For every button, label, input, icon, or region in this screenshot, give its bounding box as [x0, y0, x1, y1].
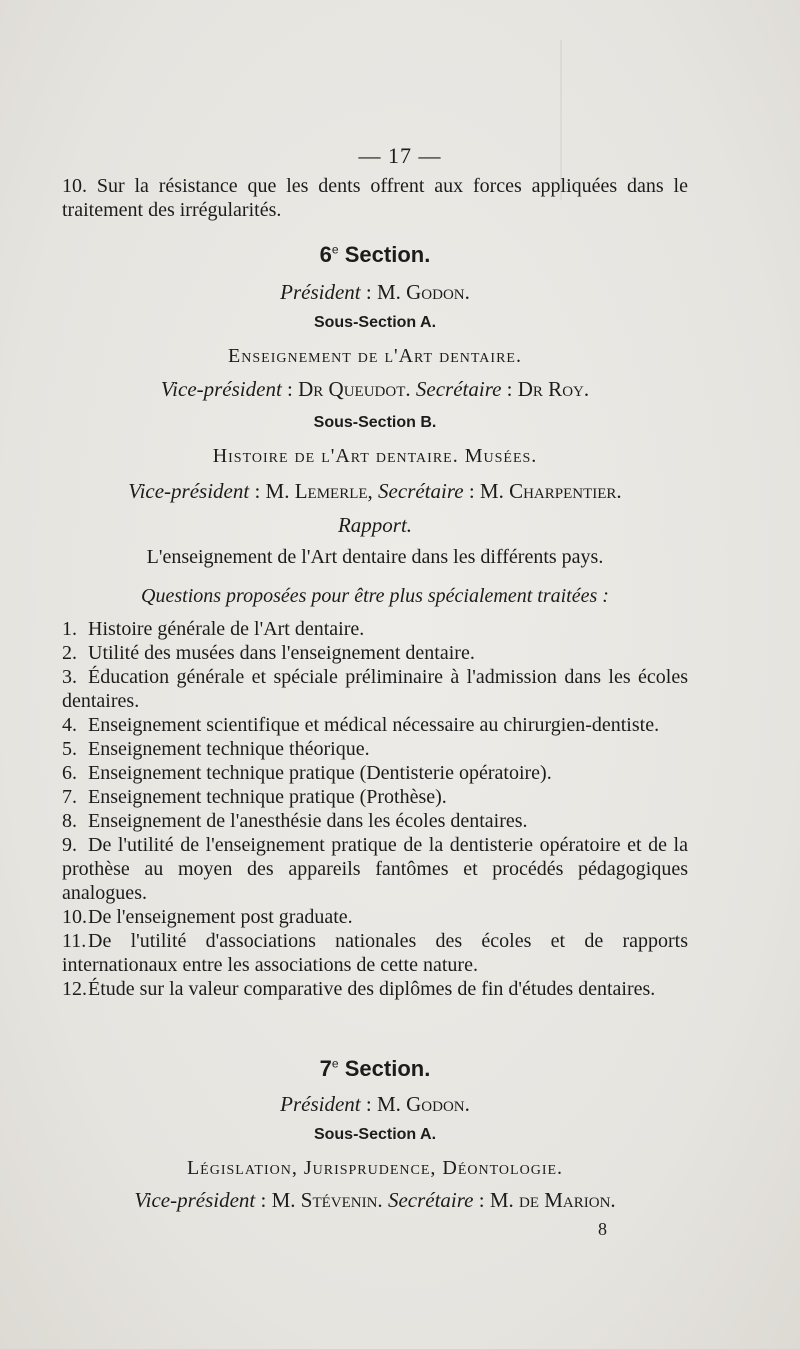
item-number: 10. [62, 906, 87, 928]
section-7-president [62, 1092, 688, 1117]
section-7-title: Section. [344, 1056, 431, 1081]
section-6-sup: e [331, 242, 339, 257]
list-item [62, 617, 688, 641]
vice-president-label: Vice-président [134, 1188, 256, 1212]
section-7-heading [62, 1056, 688, 1082]
item-text: Enseignement de l'anesthésie dans les écoles dentaires. [88, 810, 528, 832]
section-7-subsection-a-topic: Législation, Jurisprudence, Déontologie. [186, 1157, 564, 1179]
section-7-sup: e [331, 1056, 339, 1071]
rapport-text: L'enseignement de l'Art dentaire dans les différents pays. [146, 546, 604, 568]
rapport-label: Rapport. [337, 513, 413, 537]
secretary-name: Dr Roy. [517, 377, 590, 401]
list-item [62, 641, 688, 665]
list-item [62, 977, 688, 1001]
section-7-number: 7 [319, 1056, 332, 1081]
item-number: 8. [62, 810, 77, 832]
section-6-subsection-a-topic: Enseignement de l'Art dentaire. [228, 345, 522, 367]
item-number: 2. [62, 642, 77, 664]
questions-list [62, 617, 688, 1001]
list-item [62, 737, 688, 761]
item-number: 5. [62, 738, 77, 760]
president-separator: : [360, 1092, 377, 1116]
list-item [62, 905, 688, 929]
item-number: 11. [62, 930, 87, 952]
item-text: Étude sur la valeur comparative des diplômes de fin d'études dentaires. [88, 978, 656, 1000]
intro-item-10 [62, 174, 688, 222]
item-number: 9. [62, 834, 77, 856]
section-6-subsection-b-title: Sous-Section B. [313, 414, 437, 431]
secretary-label: Secrétaire [378, 479, 464, 503]
item-text: De l'enseignement post graduate. [88, 906, 353, 928]
list-item [62, 761, 688, 785]
questions-heading: Questions proposées pour être plus spécialement traitées : [141, 585, 609, 607]
item-number: 7. [62, 786, 77, 808]
vice-president-name: M. Stévenin. [271, 1188, 383, 1212]
vice-president-name: Dr Queudot. [298, 377, 411, 401]
vice-president-label: Vice-président [128, 479, 250, 503]
item-text: Enseignement technique pratique (Prothèse). [88, 786, 447, 808]
list-item [62, 785, 688, 809]
item-number: 3. [62, 666, 77, 688]
item-number: 1. [62, 618, 77, 640]
intro-item-text: 10. Sur la résistance que les dents offrent aux forces appliquées dans le traitement des irrégularités. [62, 175, 688, 221]
vice-president-label: Vice-président [160, 377, 282, 401]
section-6-subsection-b-topic: Histoire de l'Art dentaire. Musées. [212, 445, 538, 467]
item-text: Histoire générale de l'Art dentaire. [88, 618, 365, 640]
secretary-name: M. de Marion. [489, 1188, 616, 1212]
section-6-number: 6 [319, 242, 332, 267]
item-text: Enseignement technique pratique (Dentisterie opératoire). [88, 762, 552, 784]
item-number: 4. [62, 714, 77, 736]
secretary-name: M. Charpentier. [479, 479, 622, 503]
section-6-subsection-a-title: Sous-Section A. [313, 314, 437, 331]
president-separator: : [360, 280, 377, 304]
item-number: 6. [62, 762, 77, 784]
item-text: Utilité des musées dans l'enseignement dentaire. [88, 642, 475, 664]
secretary-label: Secrétaire [415, 377, 502, 401]
item-text: De l'utilité de l'enseignement pratique de la dentisterie opératoire et de la prothèse au moyen des appareils fantômes et procédés pédagogiques analogues. [62, 834, 688, 904]
list-item [62, 665, 688, 713]
list-item [62, 809, 688, 833]
item-text: Éducation générale et spéciale préliminaire à l'admission dans les écoles dentaires. [62, 666, 688, 712]
section-6-subsection-a-officers: Vice-président : Dr Queudot. Secrétaire : Dr Roy. [160, 377, 590, 401]
section-7-subsection-a-title: Sous-Section A. [313, 1126, 437, 1143]
section-6-heading [62, 242, 688, 268]
vice-president-name: M. Lemerle, [265, 479, 373, 503]
list-item [62, 833, 688, 905]
section-6-subsection-b-officers: Vice-président : M. Lemerle, Secrétaire : M. Charpentier. [128, 479, 622, 503]
item-number: 12. [62, 978, 87, 1000]
president-label: Président [280, 280, 361, 304]
president-label: Président [280, 1092, 361, 1116]
president-name: M. Godon. [376, 280, 470, 304]
president-name: M. Godon. [376, 1092, 470, 1116]
item-text: Enseignement scientifique et médical nécessaire au chirurgien-dentiste. [88, 714, 660, 736]
item-text: De l'utilité d'associations nationales des écoles et de rapports internationaux entre les associations de cette nature. [62, 930, 688, 976]
section-6-president [62, 280, 688, 305]
page-number: — 17 — [358, 143, 442, 168]
section-7-subsection-a-officers: Vice-président : M. Stévenin. Secrétaire : M. de Marion. [134, 1188, 616, 1212]
secretary-label: Secrétaire [387, 1188, 474, 1212]
section-6-title: Section. [344, 242, 431, 267]
signature-mark: 8 [598, 1219, 607, 1239]
item-text: Enseignement technique théorique. [88, 738, 370, 760]
list-item [62, 929, 688, 977]
list-item [62, 713, 688, 737]
